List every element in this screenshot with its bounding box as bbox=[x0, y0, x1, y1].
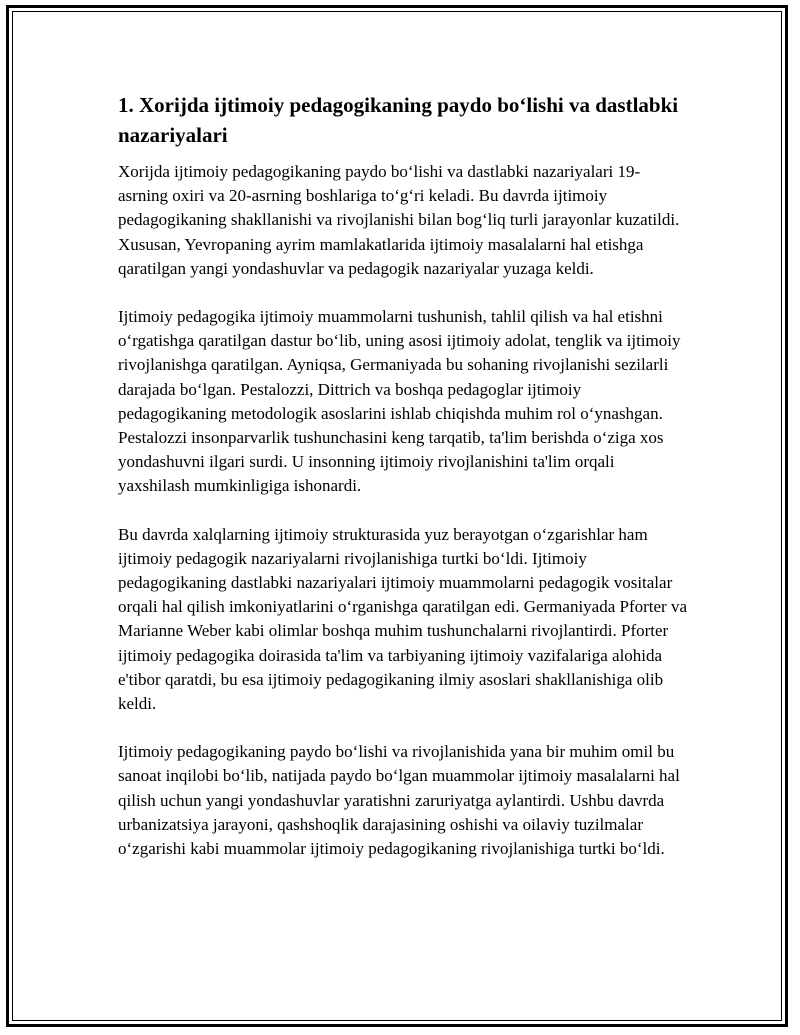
paragraph-2: Ijtimoiy pedagogika ijtimoiy muammolarni tushunish, tahlil qilish va hal etishni o‘rgatishga qaratilgan dastur bo‘lib, uning asosi ijtimoiy adolat, tenglik va ijtimoiy rivojlanishga qaratilgan. Ayniqsa, Germaniyada bu sohaning rivojlanishi sezilarli darajada bo‘lgan. Pestalozzi, Dittrich va boshqa pedagoglar ijtimoiy pedagogikaning metodologik asoslarini ishlab chiqishda muhim rol o‘ynashgan. Pestalozzi insonparvarlik tushunchasini keng tarqatib, ta'lim berishda o‘ziga xos yondashuvni ilgari surdi. U insonning ijtimoiy rivojlanishini ta'lim orqali yaxshilash mumkinligiga ishonardi. bbox=[118, 307, 681, 496]
document-body bbox=[118, 90, 688, 885]
section-heading: 1. Xorijda ijtimoiy pedagogikaning paydo bo‘lishi va dastlabki nazariyalari bbox=[118, 93, 679, 147]
paragraph-1: Xorijda ijtimoiy pedagogikaning paydo bo‘lishi va dastlabki nazariyalari 19-asrning oxiri va 20-asrning boshlariga to‘g‘ri keladi. Bu davrda ijtimoiy pedagogikaning shakllanishi va rivojlanishi bilan bog‘liq turli jarayonlar kuzatildi. Xususan, Yevropaning ayrim mamlakatlarida ijtimoiy masalalarni hal etishga qaratilgan yangi yondashuvlar va pedagogik nazariyalar yuzaga keldi. bbox=[118, 162, 680, 278]
paragraph-3: Bu davrda xalqlarning ijtimoiy strukturasida yuz berayotgan o‘zgarishlar ham ijtimoiy pedagogik nazariyalarni rivojlanishiga turtki bo‘ldi. Ijtimoiy pedagogikaning dastlabki nazariyalari ijtimoiy muammolarni pedagogik vositalar orqali hal qilish imkoniyatlarini o‘rganishga qaratilgan edi. Germaniyada Pforter va Marianne Weber kabi olimlar boshqa muhim tushunchalarni rivojlantirdi. Pforter ijtimoiy pedagogika doirasida ta'lim va tarbiyaning ijtimoiy vazifalariga alohida e'tibor qaratdi, bu esa ijtimoiy pedagogikaning ilmiy asoslari shakllanishiga olib keldi. bbox=[118, 524, 688, 714]
paragraph-4: Ijtimoiy pedagogikaning paydo bo‘lishi va rivojlanishida yana bir muhim omil bu sanoat inqilobi bo‘lib, natijada paydo bo‘lgan muammolar ijtimoiy masalalarni hal qilish uchun yangi yondashuvlar yaratishni zaruriyatga aylantirdi. Ushbu davrda urbanizatsiya jarayoni, qashshoqlik darajasining oshishi va oilaviy tuzilmalar o‘zgarishi kabi muammolar ijtimoiy pedagogikaning rivojlanishiga turtki bo‘ldi. bbox=[118, 742, 680, 859]
